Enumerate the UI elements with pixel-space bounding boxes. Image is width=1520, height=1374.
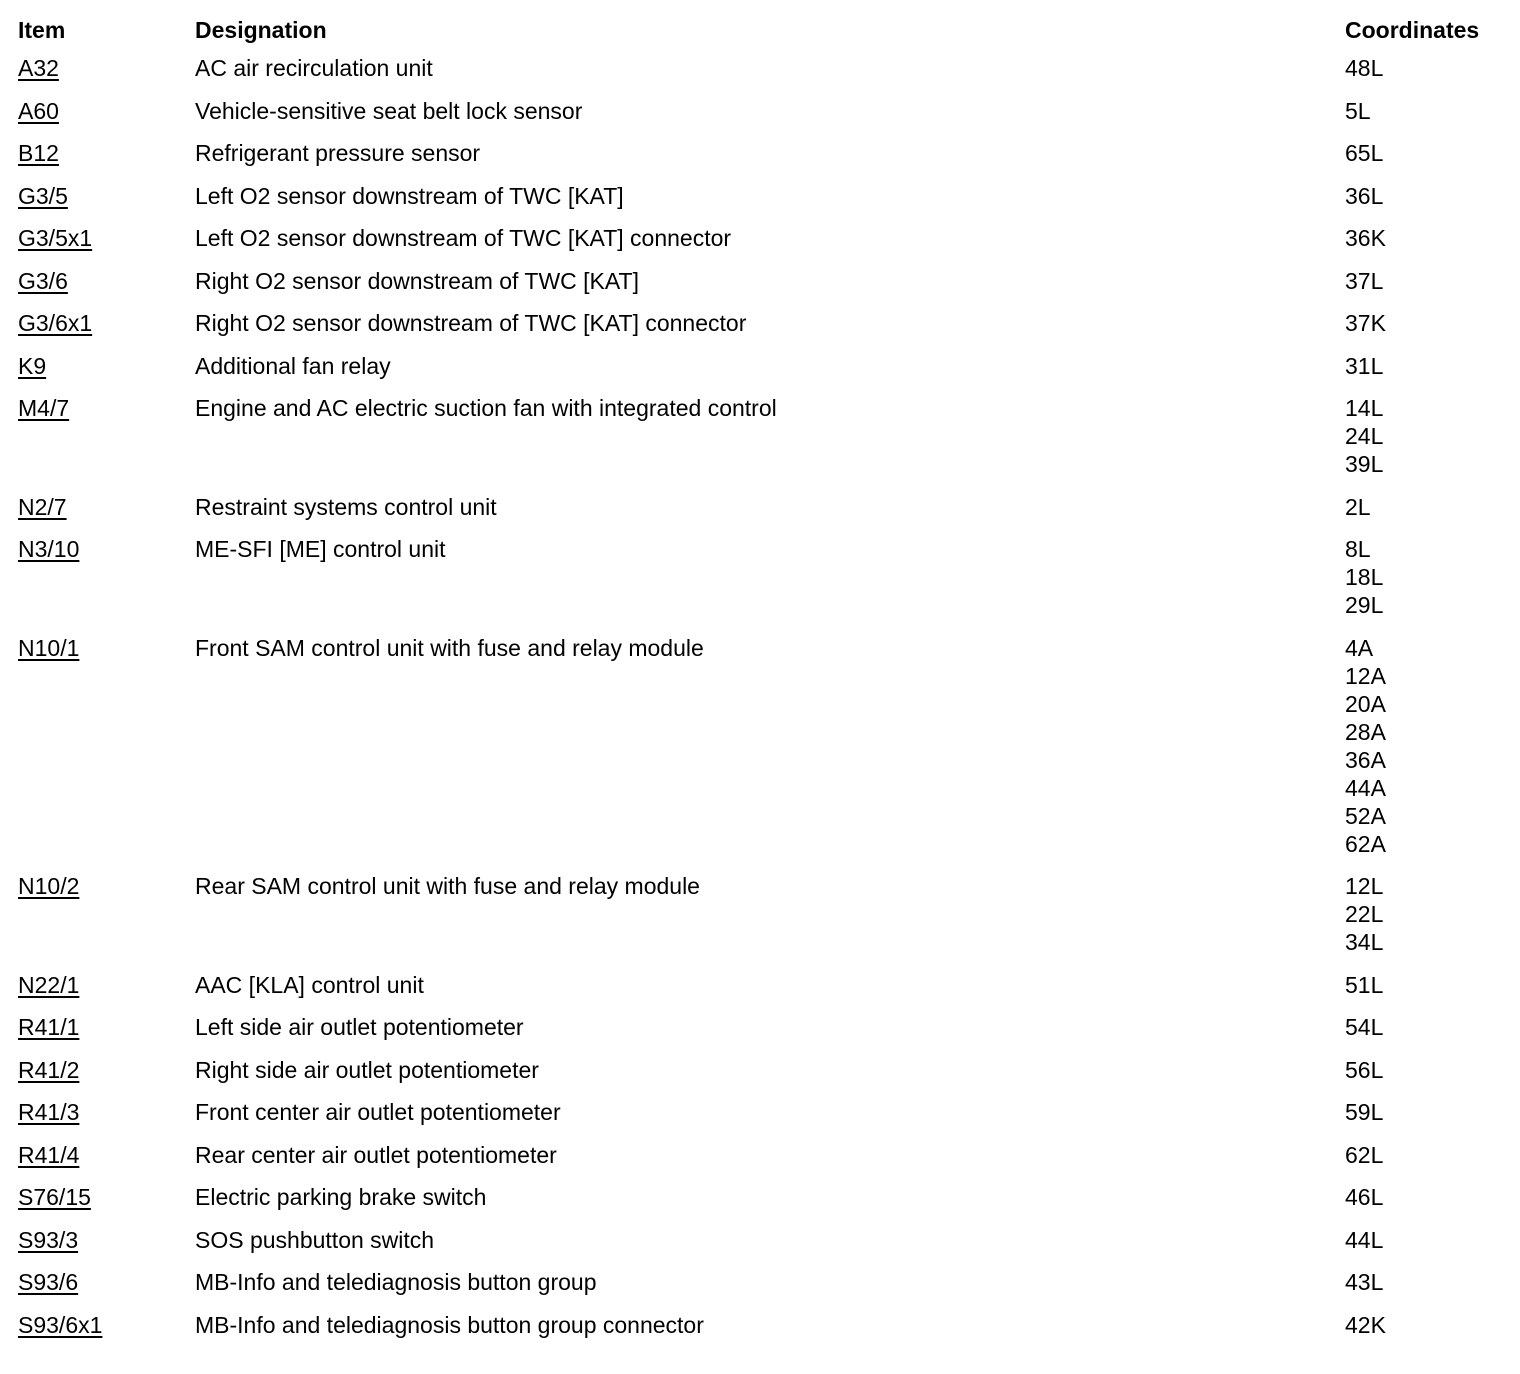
item-link[interactable]: R41/2	[18, 1056, 80, 1083]
coordinate-value: 48L	[1345, 55, 1384, 81]
item-link[interactable]: G3/5	[18, 182, 68, 209]
item-cell	[18, 1056, 195, 1099]
item-link[interactable]: G3/5x1	[18, 225, 93, 251]
table-row	[18, 1013, 1520, 1056]
table-row	[18, 97, 1520, 140]
designation-cell: ME-SFI [ME] control unit	[195, 536, 446, 562]
item-link[interactable]: S93/3	[18, 1226, 79, 1253]
item-link[interactable]: A32	[18, 55, 59, 81]
table-body	[18, 54, 1520, 1353]
coordinate-value: 36A	[1345, 746, 1386, 773]
table-row	[18, 1268, 1520, 1311]
designation-cell: MB-Info and telediagnosis button group connector	[195, 1311, 704, 1338]
item-cell	[18, 1183, 195, 1226]
coordinate-value: 29L	[1345, 592, 1384, 618]
designation-cell: Additional fan relay	[195, 352, 391, 379]
designation-cell: AAC [KLA] control unit	[195, 971, 424, 998]
coordinate-value: 37L	[1345, 267, 1384, 294]
item-cell	[18, 309, 195, 352]
coordinate-value: 31L	[1345, 352, 1384, 379]
designation-cell: Front center air outlet potentiometer	[195, 1099, 561, 1125]
coordinates-cell	[1345, 493, 1520, 536]
table-row	[18, 1098, 1520, 1141]
item-cell	[18, 139, 195, 182]
item-cell	[18, 224, 195, 267]
coordinate-value: 62L	[1345, 1141, 1384, 1168]
table-row	[18, 394, 1520, 493]
coordinate-value: 22L	[1345, 901, 1384, 927]
coordinates-cell	[1345, 1098, 1520, 1141]
designation-cell: Refrigerant pressure sensor	[195, 140, 481, 166]
table-row	[18, 971, 1520, 1014]
item-link[interactable]: B12	[18, 140, 59, 166]
coordinate-value: 20A	[1345, 690, 1386, 717]
coordinates-cell	[1345, 139, 1520, 182]
coordinate-value: 62A	[1345, 830, 1386, 857]
coordinate-value: 34L	[1345, 929, 1384, 955]
coordinate-value: 42K	[1345, 1311, 1386, 1338]
coordinate-value: 24L	[1345, 423, 1384, 449]
coordinate-value: 37K	[1345, 310, 1386, 336]
header-coordinates: Coordinates	[1345, 17, 1480, 43]
item-link[interactable]: N2/7	[18, 493, 67, 520]
designation-cell: Electric parking brake switch	[195, 1184, 487, 1210]
designation-cell: Right O2 sensor downstream of TWC [KAT]	[195, 267, 639, 294]
coordinates-cell	[1345, 224, 1520, 267]
designation-cell: MB-Info and telediagnosis button group	[195, 1269, 597, 1295]
coordinates-cell	[1345, 352, 1520, 395]
coordinate-value: 8L	[1345, 536, 1371, 562]
item-cell	[18, 1098, 195, 1141]
header-designation: Designation	[195, 17, 327, 43]
coordinates-cell	[1345, 1311, 1520, 1354]
item-link[interactable]: R41/4	[18, 1141, 80, 1168]
designation-cell: Right O2 sensor downstream of TWC [KAT] connector	[195, 310, 747, 336]
coordinates-cell	[1345, 1183, 1520, 1226]
item-cell	[18, 493, 195, 536]
item-cell	[18, 182, 195, 225]
coordinates-cell	[1345, 1056, 1520, 1099]
item-cell	[18, 54, 195, 97]
item-cell	[18, 1226, 195, 1269]
coordinate-value: 65L	[1345, 140, 1384, 166]
coordinate-value: 51L	[1345, 971, 1384, 998]
designation-cell: Right side air outlet potentiometer	[195, 1056, 539, 1083]
designation-cell: Vehicle-sensitive seat belt lock sensor	[195, 97, 583, 124]
item-cell	[18, 971, 195, 1014]
coordinate-value: 12L	[1345, 873, 1384, 899]
table-row	[18, 1183, 1520, 1226]
table-row	[18, 535, 1520, 634]
item-link[interactable]: S93/6	[18, 1269, 79, 1295]
item-cell	[18, 394, 195, 493]
item-link[interactable]: N10/1	[18, 634, 80, 661]
coordinate-value: 4A	[1345, 634, 1374, 661]
designation-cell: Left O2 sensor downstream of TWC [KAT]	[195, 182, 624, 209]
coordinate-value: 5L	[1345, 97, 1371, 124]
item-link[interactable]: K9	[18, 352, 47, 379]
designation-cell: Restraint systems control unit	[195, 493, 497, 520]
table-row	[18, 267, 1520, 310]
table-header-row	[18, 12, 1520, 54]
item-cell	[18, 1141, 195, 1184]
coordinates-cell	[1345, 1013, 1520, 1056]
coordinate-value: 56L	[1345, 1056, 1384, 1083]
coordinate-value: 14L	[1345, 395, 1384, 421]
item-link[interactable]: N3/10	[18, 536, 80, 562]
designation-cell: AC air recirculation unit	[195, 55, 433, 81]
designation-cell: Rear SAM control unit with fuse and relay module	[195, 873, 700, 899]
coordinate-value: 46L	[1345, 1184, 1384, 1210]
item-cell	[18, 1311, 195, 1354]
coordinates-cell	[1345, 535, 1520, 634]
item-cell	[18, 1268, 195, 1311]
coordinate-value: 44L	[1345, 1226, 1384, 1253]
item-cell	[18, 97, 195, 140]
item-link[interactable]: S76/15	[18, 1184, 91, 1210]
designation-cell: Left O2 sensor downstream of TWC [KAT] connector	[195, 225, 732, 251]
table-row	[18, 1226, 1520, 1269]
table-row	[18, 224, 1520, 267]
coordinate-value: 36L	[1345, 182, 1384, 209]
item-cell	[18, 352, 195, 395]
item-link[interactable]: R41/3	[18, 1099, 80, 1125]
coordinate-value: 28A	[1345, 718, 1386, 745]
coordinate-value: 2L	[1345, 493, 1371, 520]
coordinate-value: 59L	[1345, 1099, 1384, 1125]
designation-cell: Front SAM control unit with fuse and relay module	[195, 634, 704, 661]
coordinates-cell	[1345, 1226, 1520, 1269]
coordinates-cell	[1345, 54, 1520, 97]
table-row	[18, 309, 1520, 352]
table-row	[18, 1056, 1520, 1099]
coordinates-cell	[1345, 97, 1520, 140]
table-row	[18, 1311, 1520, 1354]
item-link[interactable]: G3/6x1	[18, 310, 93, 336]
coordinate-value: 43L	[1345, 1269, 1384, 1295]
coordinates-cell	[1345, 267, 1520, 310]
coordinate-value: 39L	[1345, 451, 1384, 477]
coordinates-cell	[1345, 309, 1520, 352]
designation-cell: Engine and AC electric suction fan with integrated control	[195, 395, 777, 421]
coordinate-value: 52A	[1345, 802, 1386, 829]
item-cell	[18, 1013, 195, 1056]
designation-cell: Rear center air outlet potentiometer	[195, 1141, 557, 1168]
item-link[interactable]: N22/1	[18, 971, 80, 998]
designation-cell: SOS pushbutton switch	[195, 1226, 435, 1253]
coordinates-cell	[1345, 971, 1520, 1014]
coordinate-value: 54L	[1345, 1014, 1384, 1040]
component-legend-table	[18, 12, 1520, 1353]
item-link[interactable]: N10/2	[18, 873, 80, 899]
item-link[interactable]: A60	[18, 97, 59, 124]
item-link[interactable]: S93/6x1	[18, 1311, 103, 1338]
coordinate-value: 36K	[1345, 225, 1386, 251]
coordinate-value: 12A	[1345, 662, 1386, 689]
table-row	[18, 182, 1520, 225]
table-row	[18, 139, 1520, 182]
table-row	[18, 872, 1520, 971]
table-row	[18, 634, 1520, 873]
header-item: Item	[18, 17, 66, 43]
item-cell	[18, 267, 195, 310]
item-cell	[18, 872, 195, 971]
table-row	[18, 1141, 1520, 1184]
coordinates-cell	[1345, 872, 1520, 971]
coordinates-cell	[1345, 634, 1520, 873]
coordinates-cell	[1345, 394, 1520, 493]
table-row	[18, 352, 1520, 395]
table-row	[18, 493, 1520, 536]
item-link[interactable]: M4/7	[18, 395, 70, 421]
coordinates-cell	[1345, 1141, 1520, 1184]
item-cell	[18, 634, 195, 873]
item-link[interactable]: R41/1	[18, 1014, 80, 1040]
coordinates-cell	[1345, 182, 1520, 225]
coordinates-cell	[1345, 1268, 1520, 1311]
item-cell	[18, 535, 195, 634]
coordinate-value: 18L	[1345, 564, 1384, 590]
table-row	[18, 54, 1520, 97]
coordinate-value: 44A	[1345, 774, 1386, 801]
designation-cell: Left side air outlet potentiometer	[195, 1014, 524, 1040]
item-link[interactable]: G3/6	[18, 267, 68, 294]
